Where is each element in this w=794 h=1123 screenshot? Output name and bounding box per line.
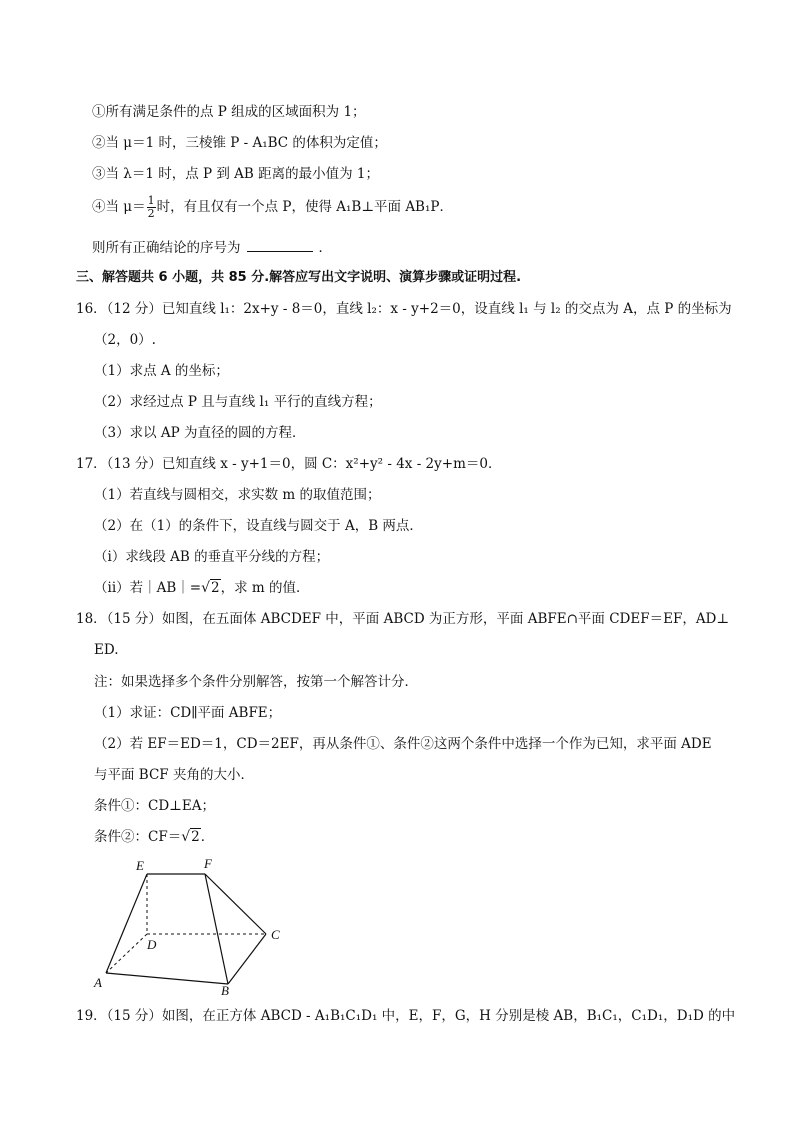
conclusion-line: 则所有正确结论的序号为 ．	[92, 237, 332, 258]
q17-part-1: （1）若直线与圆相交，求实数 m 的取值范围；	[94, 487, 381, 503]
option-4-prefix: ④当 μ＝	[92, 199, 146, 215]
q17-part-i: （i）求线段 AB 的垂直平分线的方程；	[94, 549, 330, 565]
q16-stem: 16．（12 分）已知直线 l₁：2x+y - 8＝0，直线 l₂：x - y+2＝0，设直线 l₁ 与 l₂ 的交点为 A，点 P 的坐标为	[76, 301, 732, 317]
label-d: D	[147, 937, 157, 952]
label-c: C	[271, 927, 280, 942]
q18-part-1: （1）求证：CD∥平面 ABFE；	[94, 705, 282, 721]
sqrt-icon: √	[181, 829, 191, 845]
edge-fb	[205, 874, 228, 984]
q16-part-2: （2）求经过点 P 且与直线 l₁ 平行的直线方程；	[94, 394, 382, 410]
q16-part-3: （3）求以 AP 为直径的圆的方程．	[94, 425, 306, 441]
q18-stem-cont: ED.	[94, 642, 119, 658]
option-1: ①所有满足条件的点 P 组成的区域面积为 1；	[92, 104, 366, 120]
q18-part-2-cont: 与平面 BCF 夹角的大小．	[94, 767, 254, 783]
pentahedron-figure	[88, 852, 298, 996]
q18-note: 注：如果选择多个条件分别解答，按第一个解答计分．	[94, 674, 418, 690]
answer-blank	[247, 237, 313, 252]
label-e: E	[136, 858, 144, 873]
edge-bc	[228, 934, 266, 984]
edge-da-hidden	[106, 934, 147, 973]
q18-part-2: （2）若 EF＝ED＝1，CD＝2EF，再从条件①、条件②这两个条件中选择一个作为已知，求平面 ADE	[94, 736, 712, 752]
q16-stem-cont: （2，0）.	[94, 332, 156, 348]
section-heading: 三、解答题共 6 小题，共 85 分.解答应写出文字说明、演算步骤或证明过程.	[76, 270, 522, 285]
q18-condition-1: 条件①：CD⊥EA；	[94, 798, 215, 814]
q16-part-1: （1）求点 A 的坐标；	[94, 363, 229, 379]
q17-part-ii: （ii）若｜AB｜=√2，求 m 的值．	[94, 580, 310, 596]
option-4	[92, 195, 453, 220]
edge-ea	[106, 874, 147, 973]
option-2: ②当 μ＝1 时，三棱锥 P - A₁BC 的体积为定值；	[92, 135, 387, 151]
edge-ab	[106, 973, 228, 984]
q18-condition-2: 条件②：CF＝√2．	[94, 829, 215, 845]
fraction-one-half: $\frac{1}{2}$	[147, 194, 155, 220]
q17-part-2: （2）在（1）的条件下，设直线与圆交于 A，B 两点．	[94, 518, 423, 534]
label-a: A	[94, 975, 102, 990]
option-4-suffix: 时，有且仅有一个点 P，使得 A₁B⊥平面 AB₁P．	[156, 199, 453, 215]
label-b: B	[221, 983, 229, 996]
q17-stem: 17．（13 分）已知直线 x - y+1＝0，圆 C：x²+y² - 4x - 2y+m＝0．	[76, 456, 502, 472]
q18-stem: 18．（15 分）如图，在五面体 ABCDEF 中，平面 ABCD 为正方形，平面 ABFE∩平面 CDEF＝EF，AD⊥	[76, 611, 730, 627]
edge-fc	[205, 874, 266, 934]
sqrt-icon: √	[201, 580, 211, 596]
label-f: F	[204, 856, 212, 871]
option-3: ③当 λ＝1 时，点 P 到 AB 距离的最小值为 1；	[92, 166, 380, 182]
q19-stem: 19．（15 分）如图，在正方体 ABCD - A₁B₁C₁D₁ 中，E，F，G，H 分别是棱 AB，B₁C₁，C₁D₁，D₁D 的中	[76, 1008, 736, 1024]
